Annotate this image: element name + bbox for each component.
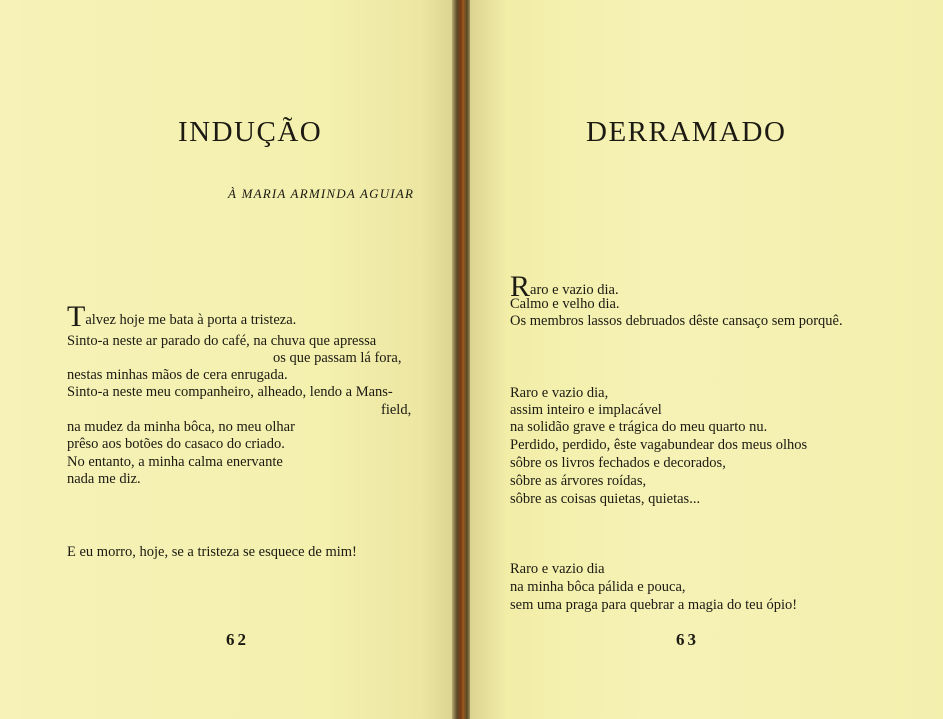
poem-title-left: INDUÇÃO	[178, 116, 323, 148]
poem-line: Raro e vazio dia,	[510, 385, 609, 401]
right-page	[470, 0, 943, 719]
book-gutter	[452, 0, 472, 719]
poem-line: field,	[381, 402, 412, 418]
drop-cap-initial: T	[67, 300, 86, 333]
poem-line: Perdido, perdido, êste vagabundear dos meus olhos	[510, 437, 808, 453]
poem-line: Raro e vazio dia	[510, 561, 605, 577]
poem-line-text: aro e vazio dia.	[530, 282, 619, 298]
poem-line: assim inteiro e implacável	[510, 402, 662, 418]
poem-line: na mudez da minha bôca, no meu olhar	[67, 419, 295, 435]
drop-cap-initial: R	[510, 270, 531, 303]
poem-line: Os membros lassos debruados dêste cansaço sem porquê.	[510, 313, 843, 329]
poem-line: Calmo e velho dia.	[510, 296, 620, 312]
poem-line: Sinto-a neste meu companheiro, alheado, lendo a Mans-	[67, 384, 393, 400]
poem-closing-line: E eu morro, hoje, se a tristeza se esquece de mim!	[67, 544, 357, 560]
dedication: À MARIA ARMINDA AGUIAR	[228, 186, 415, 201]
poem-line: sem uma praga para quebrar a magia do teu ópio!	[510, 597, 798, 613]
poem-line: sôbre as árvores roídas,	[510, 473, 647, 489]
poem-title-right: DERRAMADO	[586, 116, 787, 148]
poem-line: na minha bôca pálida e pouca,	[510, 579, 686, 595]
left-page	[0, 0, 458, 719]
poem-line: nestas minhas mãos de cera enrugada.	[67, 367, 288, 383]
poem-line: No entanto, a minha calma enervante	[67, 454, 283, 470]
poem-line: nada me diz.	[67, 471, 141, 487]
page-number-right: 63	[676, 630, 699, 649]
poem-line: Sinto-a neste ar parado do café, na chuva que apressa	[67, 333, 377, 349]
poem-line: prêso aos botões do casaco do criado.	[67, 436, 285, 452]
poem-line: sôbre as coisas quietas, quietas...	[510, 491, 701, 507]
poem-line: os que passam lá fora,	[273, 350, 402, 366]
poem-line-text: alvez hoje me bata à porta a tristeza.	[85, 312, 297, 328]
page-number-left: 62	[226, 630, 249, 649]
poem-line: sôbre os livros fechados e decorados,	[510, 455, 726, 471]
poem-line: na solidão grave e trágica do meu quarto nu.	[510, 419, 768, 435]
poem-line	[67, 300, 297, 333]
